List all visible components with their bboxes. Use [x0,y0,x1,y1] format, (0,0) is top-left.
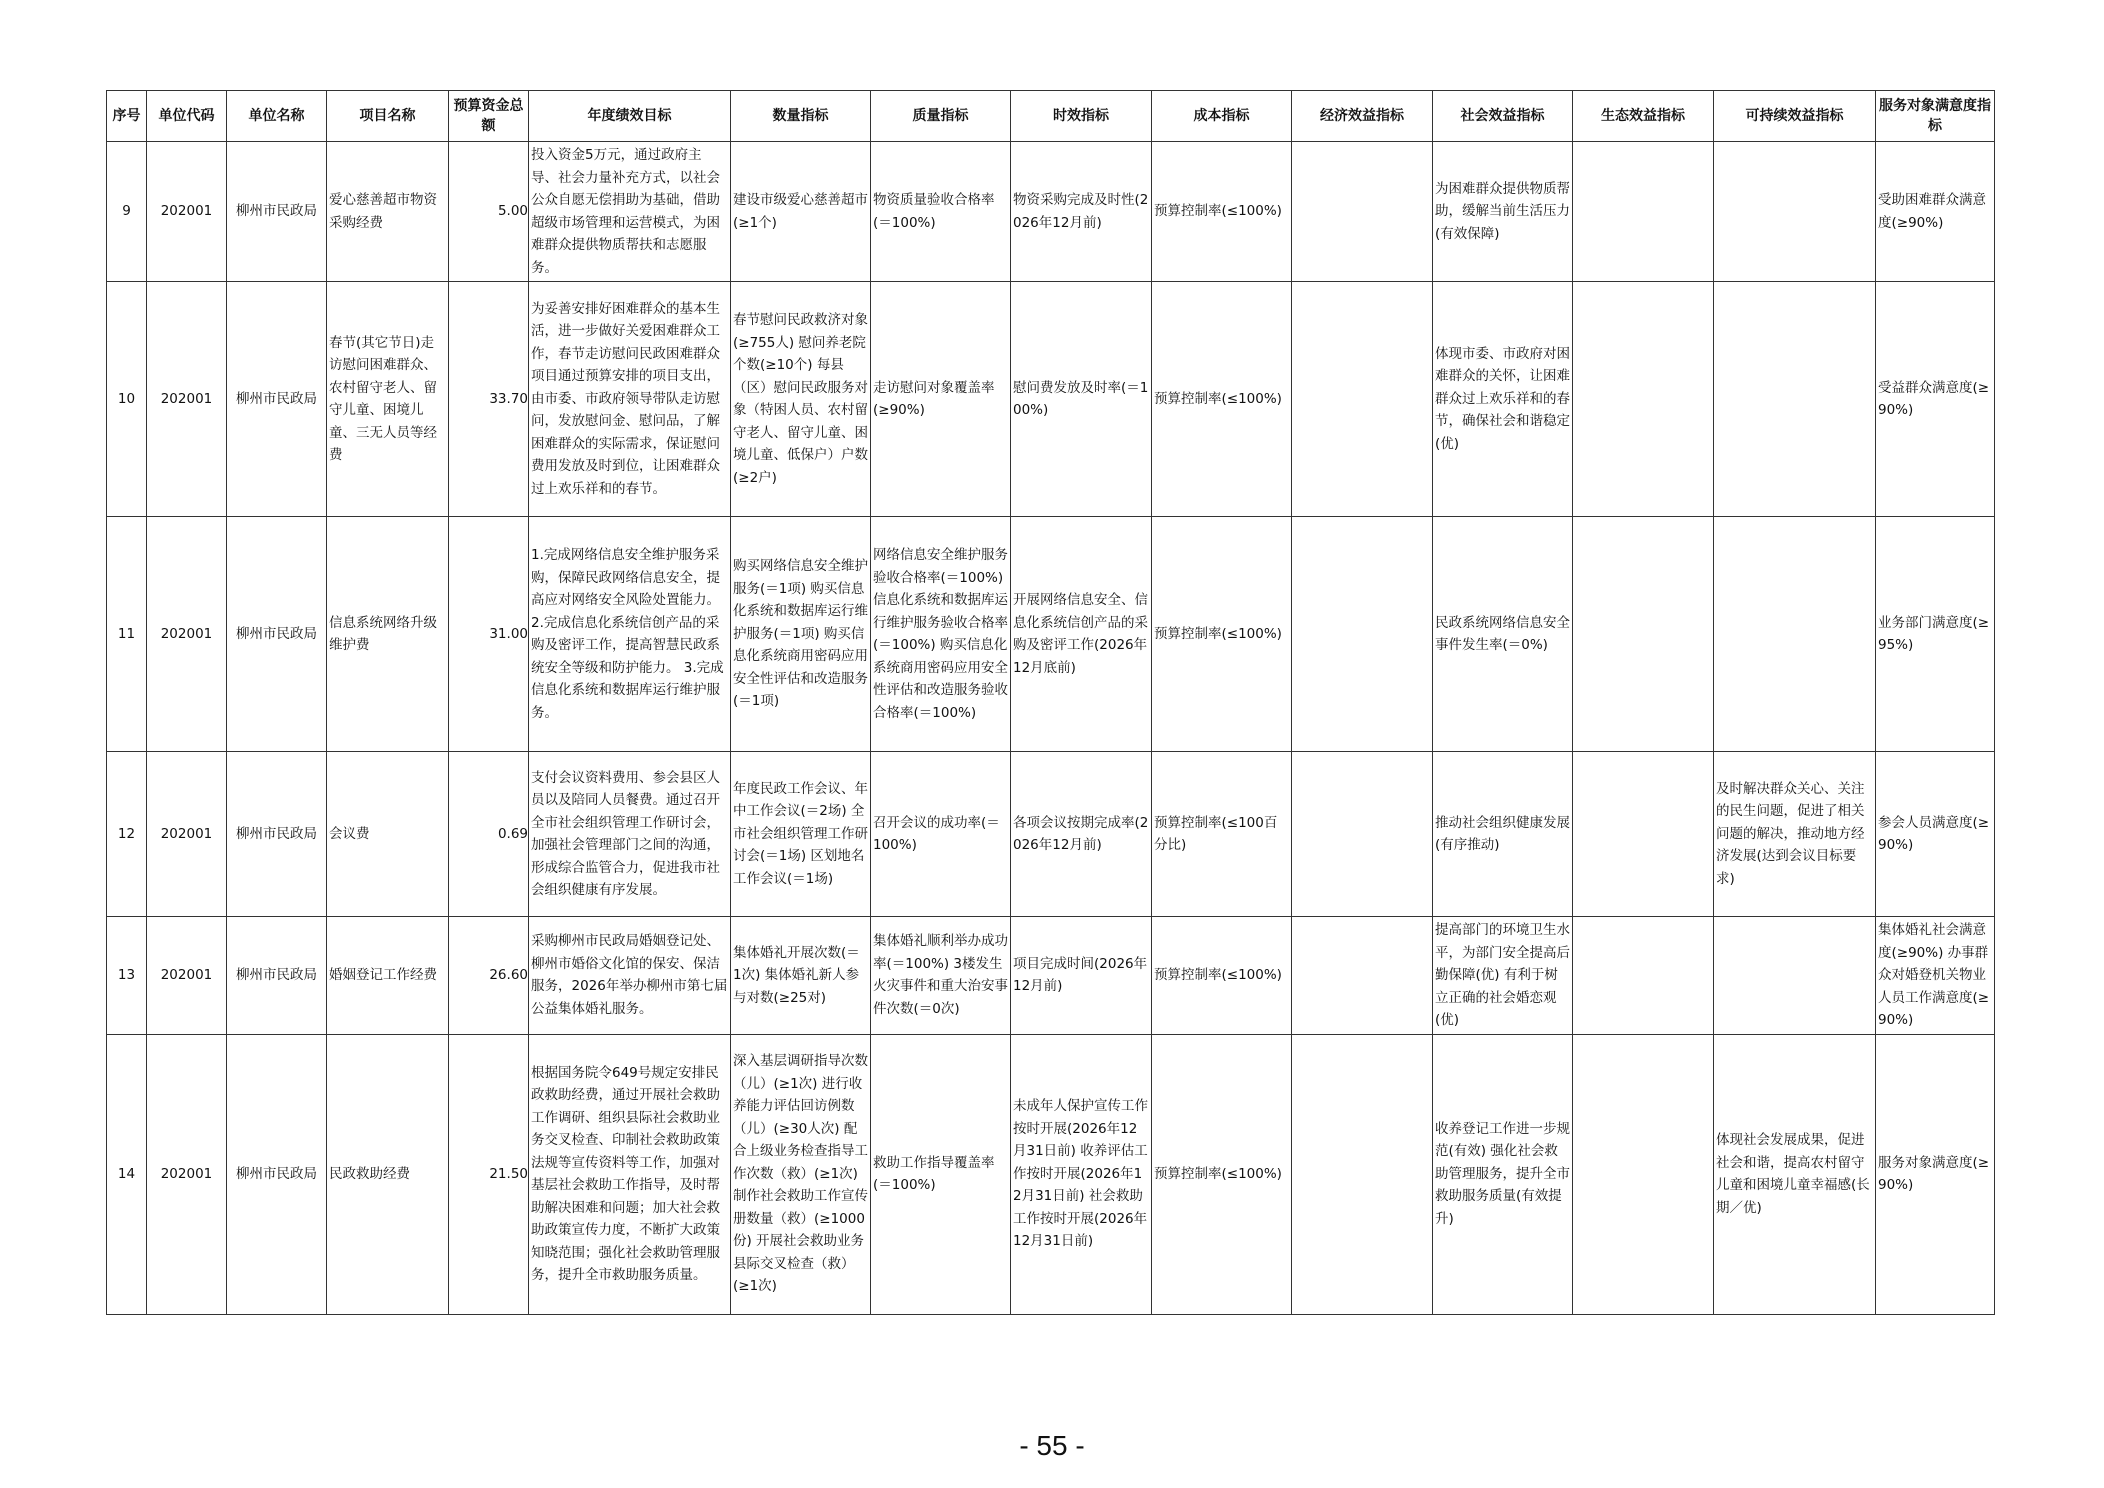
header-unit-code: 单位代码 [147,91,227,142]
cell-quality-indicator: 网络信息安全维护服务验收合格率(＝100%) 信息化系统和数据库运行维护服务验收合格率(＝100%) 购买信息化系统商用密码应用安全性评估和改造服务验收合格率(＝100%) [871,517,1011,752]
header-satisfaction-indicator: 服务对象满意度指标 [1876,91,1995,142]
table-row [107,1034,1995,1314]
cell-timeliness-indicator: 物资采购完成及时性(2026年12月前) [1011,142,1152,282]
cell-economic-benefit [1292,282,1433,517]
cell-sustainable-benefit [1714,282,1876,517]
cell-quantity-indicator: 购买网络信息安全维护服务(＝1项) 购买信息化系统和数据库运行维护服务(＝1项) 购买信息化系统商用密码应用安全性评估和改造服务(＝1项) [731,517,871,752]
cell-annual-goal: 根据国务院令649号规定安排民政救助经费，通过开展社会救助工作调研、组织县际社会救助业务交叉检查、印制社会救助政策法规等宣传资料等工作，加强对基层社会救助工作指导，及时帮助解决困难和问题；加大社会救助政策宣传力度，不断扩大政策知晓范围；强化社会救助管理服务，提升全市救助服务质量。 [529,1034,731,1314]
cell-ecological-benefit [1573,282,1714,517]
cell-ecological-benefit [1573,1034,1714,1314]
cell-quantity-indicator: 春节慰问民政救济对象(≥755人) 慰问养老院个数(≥10个) 每县（区）慰问民政服务对象（特困人员、农村留守老人、留守儿童、困境儿童、低保户）户数(≥2户) [731,282,871,517]
cell-quantity-indicator: 集体婚礼开展次数(＝1次) 集体婚礼新人参与对数(≥25对) [731,917,871,1035]
cell-no: 9 [107,142,147,282]
cell-cost-indicator: 预算控制率(≤100%) [1152,1034,1292,1314]
table-row [107,752,1995,917]
cell-unit-code: 202001 [147,917,227,1035]
cell-project-name: 爱心慈善超市物资采购经费 [327,142,449,282]
header-economic-benefit: 经济效益指标 [1292,91,1433,142]
cell-unit-code: 202001 [147,517,227,752]
performance-table-sheet [106,90,1995,1315]
cell-annual-goal: 支付会议资料费用、参会县区人员以及陪同人员餐费。通过召开全市社会组织管理工作研讨会，加强社会管理部门之间的沟通，形成综合监管合力，促进我市社会组织健康有序发展。 [529,752,731,917]
cell-quality-indicator: 集体婚礼顺利举办成功率(＝100%) 3楼发生火灾事件和重大治安事件次数(＝0次) [871,917,1011,1035]
cell-project-name: 民政救助经费 [327,1034,449,1314]
cell-satisfaction-indicator: 集体婚礼社会满意度(≥90%) 办事群众对婚登机关物业人员工作满意度(≥90%) [1876,917,1995,1035]
cell-unit-name: 柳州市民政局 [227,917,327,1035]
cell-economic-benefit [1292,517,1433,752]
cell-unit-name: 柳州市民政局 [227,282,327,517]
cell-timeliness-indicator: 开展网络信息安全、信息化系统信创产品的采购及密评工作(2026年12月底前) [1011,517,1152,752]
cell-unit-code: 202001 [147,142,227,282]
cell-satisfaction-indicator: 业务部门满意度(≥95%) [1876,517,1995,752]
cell-quality-indicator: 召开会议的成功率(＝100%) [871,752,1011,917]
cell-quality-indicator: 救助工作指导覆盖率(＝100%) [871,1034,1011,1314]
cell-sustainable-benefit: 体现社会发展成果，促进社会和谐，提高农村留守儿童和困境儿童幸福感(长期／优) [1714,1034,1876,1314]
cell-economic-benefit [1292,752,1433,917]
page-number: - 55 - [1019,1430,1085,1461]
header-quantity-indicator: 数量指标 [731,91,871,142]
cell-annual-goal: 投入资金5万元，通过政府主导、社会力量补充方式，以社会公众自愿无偿捐助为基础，借助超级市场管理和运营模式，为困难群众提供物质帮扶和志愿服务。 [529,142,731,282]
cell-cost-indicator: 预算控制率(≤100%) [1152,142,1292,282]
cell-social-benefit: 提高部门的环境卫生水平，为部门安全提高后勤保障(优) 有利于树立正确的社会婚恋观(优) [1433,917,1573,1035]
cell-timeliness-indicator: 慰问费发放及时率(＝100%) [1011,282,1152,517]
table-row [107,142,1995,282]
cell-no: 10 [107,282,147,517]
cell-economic-benefit [1292,142,1433,282]
cell-annual-goal: 1.完成网络信息安全维护服务采购，保障民政网络信息安全，提高应对网络安全风险处置能力。 2.完成信息化系统信创产品的采购及密评工作，提高智慧民政系统安全等级和防护能力。 3.完成信息化系统和数据库运行维护服务。 [529,517,731,752]
cell-satisfaction-indicator: 受助困难群众满意度(≥90%) [1876,142,1995,282]
cell-budget-amount: 5.00 [449,142,529,282]
cell-sustainable-benefit [1714,917,1876,1035]
cell-quality-indicator: 物资质量验收合格率(＝100%) [871,142,1011,282]
cell-budget-amount: 26.60 [449,917,529,1035]
header-quality-indicator: 质量指标 [871,91,1011,142]
cell-quality-indicator: 走访慰问对象覆盖率(≥90%) [871,282,1011,517]
cell-quantity-indicator: 年度民政工作会议、年中工作会议(＝2场) 全市社会组织管理工作研讨会(＝1场) 区划地名工作会议(＝1场) [731,752,871,917]
header-annual-goal: 年度绩效目标 [529,91,731,142]
cell-project-name: 会议费 [327,752,449,917]
cell-social-benefit: 推动社会组织健康发展(有序推动) [1433,752,1573,917]
cell-annual-goal: 为妥善安排好困难群众的基本生活，进一步做好关爱困难群众工作，春节走访慰问民政困难群众项目通过预算安排的项目支出，由市委、市政府领导带队走访慰问，发放慰问金、慰问品，了解困难群众的实际需求，保证慰问费用发放及时到位，让困难群众过上欢乐祥和的春节。 [529,282,731,517]
cell-project-name: 信息系统网络升级维护费 [327,517,449,752]
cell-sustainable-benefit [1714,517,1876,752]
cell-unit-name: 柳州市民政局 [227,1034,327,1314]
cell-cost-indicator: 预算控制率(≤100%) [1152,517,1292,752]
cell-ecological-benefit [1573,142,1714,282]
header-budget-amount: 预算资金总额 [449,91,529,142]
cell-satisfaction-indicator: 参会人员满意度(≥90%) [1876,752,1995,917]
cell-unit-code: 202001 [147,752,227,917]
cell-timeliness-indicator: 项目完成时间(2026年12月前) [1011,917,1152,1035]
header-ecological-benefit: 生态效益指标 [1573,91,1714,142]
header-unit-name: 单位名称 [227,91,327,142]
cell-budget-amount: 0.69 [449,752,529,917]
cell-sustainable-benefit [1714,142,1876,282]
cell-social-benefit: 体现市委、市政府对困难群众的关怀，让困难群众过上欢乐祥和的春节，确保社会和谐稳定(优) [1433,282,1573,517]
header-project-name: 项目名称 [327,91,449,142]
cell-unit-code: 202001 [147,1034,227,1314]
cell-social-benefit: 为困难群众提供物质帮助，缓解当前生活压力(有效保障) [1433,142,1573,282]
cell-satisfaction-indicator: 受益群众满意度(≥90%) [1876,282,1995,517]
cell-no: 13 [107,917,147,1035]
cell-ecological-benefit [1573,517,1714,752]
header-social-benefit: 社会效益指标 [1433,91,1573,142]
cell-social-benefit: 民政系统网络信息安全事件发生率(＝0%) [1433,517,1573,752]
cell-unit-name: 柳州市民政局 [227,752,327,917]
cell-cost-indicator: 预算控制率(≤100%) [1152,917,1292,1035]
cell-ecological-benefit [1573,917,1714,1035]
cell-annual-goal: 采购柳州市民政局婚姻登记处、柳州市婚俗文化馆的保安、保洁服务，2026年举办柳州市第七届公益集体婚礼服务。 [529,917,731,1035]
header-no: 序号 [107,91,147,142]
cell-project-name: 春节(其它节日)走访慰问困难群众、农村留守老人、留守儿童、困境儿童、三无人员等经费 [327,282,449,517]
cell-unit-name: 柳州市民政局 [227,142,327,282]
table-row [107,517,1995,752]
cell-cost-indicator: 预算控制率(≤100百分比) [1152,752,1292,917]
cell-social-benefit: 收养登记工作进一步规范(有效) 强化社会救助管理服务，提升全市救助服务质量(有效提升) [1433,1034,1573,1314]
table-header-row [107,91,1995,142]
header-cost-indicator: 成本指标 [1152,91,1292,142]
cell-quantity-indicator: 深入基层调研指导次数（儿）(≥1次) 进行收养能力评估回访例数（儿）(≥30人次) 配合上级业务检查指导工作次数（救）(≥1次) 制作社会救助工作宣传册数量（救）(≥1000份) 开展社会救助业务县际交叉检查（救）(≥1次) [731,1034,871,1314]
cell-unit-code: 202001 [147,282,227,517]
cell-satisfaction-indicator: 服务对象满意度(≥90%) [1876,1034,1995,1314]
cell-project-name: 婚姻登记工作经费 [327,917,449,1035]
cell-timeliness-indicator: 各项会议按期完成率(2026年12月前) [1011,752,1152,917]
table-row [107,917,1995,1035]
performance-goals-table [106,90,1995,1315]
header-sustainable-benefit: 可持续效益指标 [1714,91,1876,142]
cell-sustainable-benefit: 及时解决群众关心、关注的民生问题，促进了相关问题的解决，推动地方经济发展(达到会议目标要求) [1714,752,1876,917]
cell-no: 11 [107,517,147,752]
cell-budget-amount: 31.00 [449,517,529,752]
cell-economic-benefit [1292,1034,1433,1314]
cell-budget-amount: 33.70 [449,282,529,517]
cell-quantity-indicator: 建设市级爱心慈善超市(≥1个) [731,142,871,282]
cell-timeliness-indicator: 未成年人保护宣传工作按时开展(2026年12月31日前) 收养评估工作按时开展(2026年12月31日前) 社会救助工作按时开展(2026年12月31日前) [1011,1034,1152,1314]
table-row [107,282,1995,517]
cell-economic-benefit [1292,917,1433,1035]
cell-ecological-benefit [1573,752,1714,917]
cell-unit-name: 柳州市民政局 [227,517,327,752]
header-timeliness-indicator: 时效指标 [1011,91,1152,142]
cell-cost-indicator: 预算控制率(≤100%) [1152,282,1292,517]
cell-no: 12 [107,752,147,917]
cell-budget-amount: 21.50 [449,1034,529,1314]
cell-no: 14 [107,1034,147,1314]
